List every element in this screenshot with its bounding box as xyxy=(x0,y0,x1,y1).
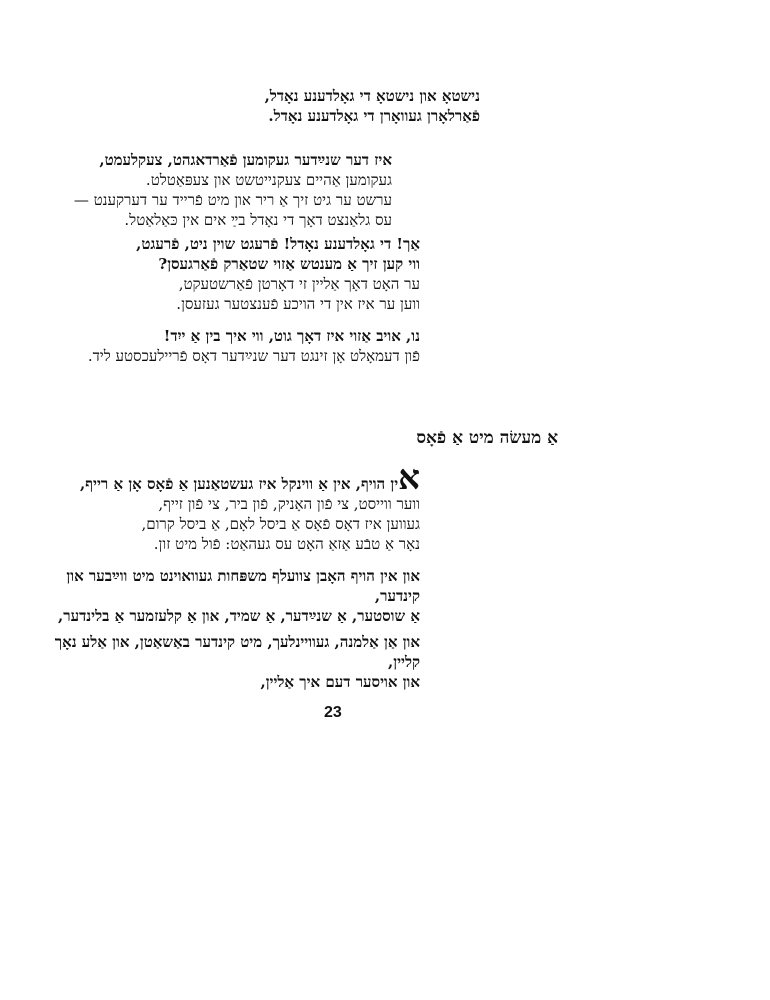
drop-cap: א xyxy=(398,458,420,498)
poem-line: פֿון דעמאָלט אָן זינגט דער שנײַדער דאָס פֿריילעכסטע ליד. xyxy=(87,347,420,365)
story-line: קינדער, xyxy=(374,587,420,605)
story-line: און אַן אַלמנה, געוויינלעך, מיט קינדער באַשאַטן, און אַלע נאָך xyxy=(54,633,420,651)
story-title-block xyxy=(416,426,558,450)
story-line: נאָר אַ טבֿע אַזאַ האָט עס געהאַט: פֿול מיט זון. xyxy=(153,535,420,553)
story-line: און אין הויף האָבן צוועלף משפּחות געוואוינט מיט ווײַבער און xyxy=(66,567,420,585)
story-title: אַ מעשׂה מיט אַ פֿאָס xyxy=(416,428,558,448)
poem-stanza-4 xyxy=(88,326,420,366)
poem-line: אַך! די גאָלדענע נאָדל! פֿרעגט שוין ניט, פֿרעגט, xyxy=(136,235,420,253)
poem-stanza-3 xyxy=(136,234,420,314)
story-line: אַ שוסטער, אַ שנײַדער, אַ שמיד, און אַ קלעזמער אַ בלינדער, xyxy=(58,607,420,625)
poem-line: געקומען אַהיים צעקנייטשט און צעפּאַטלט. xyxy=(145,171,392,189)
page-number: 23 xyxy=(324,704,342,721)
poem-line: ערשט ער גיט זיך אַ ריר און מיט פֿרייד ער דערקענט — xyxy=(73,191,392,209)
story-paragraph-1 xyxy=(80,458,420,554)
story-line: ווער ווייסט, צי פֿון האָניק, פֿון ביר, צי פֿון זייף, xyxy=(158,495,420,513)
story-line: און אויסער דעם איך אַליין, xyxy=(260,673,420,691)
story-line: קליין, xyxy=(388,653,420,671)
story-paragraph-3 xyxy=(55,632,420,692)
story-line: געווען איז דאָס פֿאָס אַ ביסל לאָם, אַ ביסל קרום, xyxy=(141,515,420,533)
poem-line: נו, אויב אַזוי איז דאָך גוט, ווי איך בין אַ ייִד! xyxy=(163,327,420,345)
poem-line: איז דער שנײַדער געקומען פֿאַרדאגהט, צעקלעמט, xyxy=(99,151,392,169)
poem-line: פֿאַרלאָרן געוואָרן די גאָלדענע נאָדל. xyxy=(268,107,480,125)
poem-stanza-2 xyxy=(74,150,392,230)
story-line-text: ין הויף, אין אַ ווינקל איז געשטאַנען אַ פֿאָס אָן אַ רייף, xyxy=(80,475,399,493)
poem-line: ער האָט דאָך אַליין זי דאָרטן פֿאַרשטעקט, xyxy=(178,275,420,293)
poem-line: ווען ער איז אין די הויכע פֿענצטער געזעסן. xyxy=(176,295,420,313)
poem-line: נישטאָ און נישטאָ די גאָלדענע נאָדל, xyxy=(264,87,480,105)
story-paragraph-2 xyxy=(58,566,420,626)
poem-stanza-1 xyxy=(265,86,480,126)
poem-line: ווי קען זיך אַ מענטש אַזוי שטאַרק פֿאַרגעסן? xyxy=(158,255,420,273)
poem-line: עס גלאַנצט דאָך די נאָדל בײַ אים אין כּאַלאַטל. xyxy=(124,211,392,229)
story-line xyxy=(80,458,420,498)
